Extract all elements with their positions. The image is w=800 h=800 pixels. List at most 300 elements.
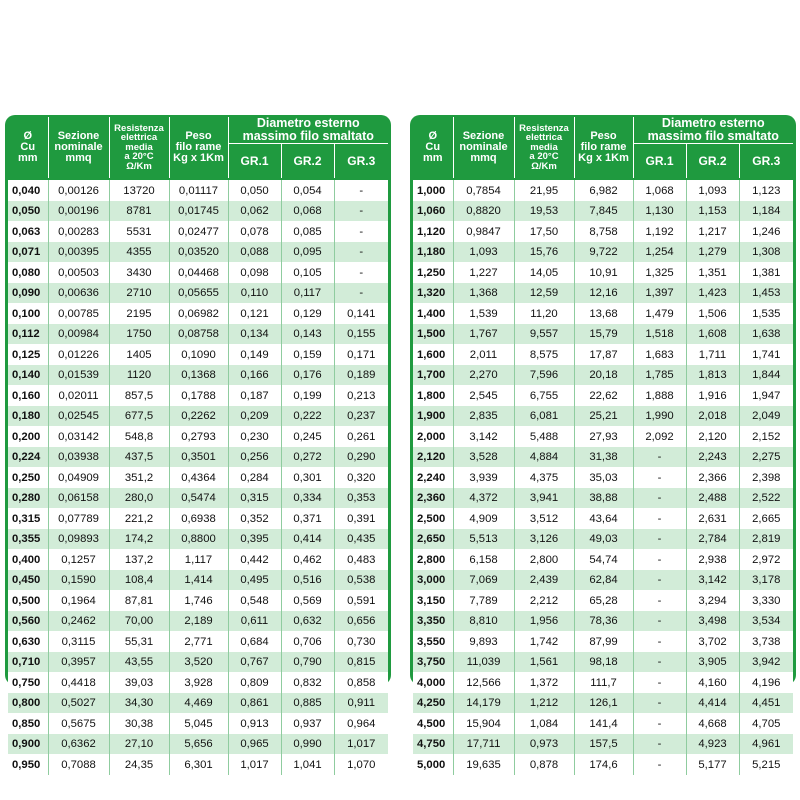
table-cell: 3,550 (413, 631, 453, 652)
table-cell: 1,250 (413, 262, 453, 283)
table-cell: - (633, 549, 686, 570)
table-cell: 8,758 (574, 221, 633, 242)
table-body (413, 179, 793, 775)
table-cell: 0,5675 (48, 713, 109, 734)
table-cell: 1,217 (686, 221, 739, 242)
table-cell: 2,189 (169, 611, 228, 632)
table-cell: 0,222 (281, 406, 334, 427)
table-cell: 1,192 (633, 221, 686, 242)
table-cell: 0,8800 (169, 529, 228, 550)
table-cell: 0,395 (228, 529, 281, 550)
table-cell: 8,575 (514, 344, 574, 365)
table-cell: 0,098 (228, 262, 281, 283)
table-cell: 0,632 (281, 611, 334, 632)
table-cell: 0,5474 (169, 488, 228, 509)
table-cell: 3,350 (413, 611, 453, 632)
table-cell: 19,53 (514, 201, 574, 222)
table-cell: 1750 (109, 324, 169, 345)
table-cell: 4355 (109, 242, 169, 263)
table-cell: 0,03520 (169, 242, 228, 263)
table-cell: 0,3957 (48, 652, 109, 673)
table-cell: 0,256 (228, 447, 281, 468)
table-cell: 1,060 (413, 201, 453, 222)
table-cell: 1,372 (514, 672, 574, 693)
table-cell: - (633, 631, 686, 652)
table-cell: 0,352 (228, 508, 281, 529)
table-cell: 1,320 (413, 283, 453, 304)
header-gr3: GR.3 (347, 154, 376, 169)
table-cell: 1,900 (413, 406, 453, 427)
table-cell: 1,535 (739, 303, 793, 324)
table-cell: - (633, 488, 686, 509)
table-cell: 24,35 (109, 754, 169, 775)
table-cell: 1,153 (686, 201, 739, 222)
table-cell: 3,512 (514, 508, 574, 529)
table-cell: 3,942 (739, 652, 793, 673)
table-cell: 4,884 (514, 447, 574, 468)
table-cell: 1,397 (633, 283, 686, 304)
table-row (8, 529, 388, 550)
table-cell: 78,36 (574, 611, 633, 632)
table-cell: 0,809 (228, 672, 281, 693)
header-gr2: GR.2 (686, 144, 739, 180)
table-cell: 0,245 (281, 426, 334, 447)
table-cell: 2,819 (739, 529, 793, 550)
table-cell: 0,656 (334, 611, 388, 632)
table-cell: 1,123 (739, 179, 793, 201)
table-cell: 0,02011 (48, 385, 109, 406)
table-cell: 0,105 (281, 262, 334, 283)
table-cell: 141,4 (574, 713, 633, 734)
table-cell: 137,2 (109, 549, 169, 570)
table-cell: 0,166 (228, 365, 281, 386)
table-cell: 2,800 (514, 549, 574, 570)
table-cell: 0,767 (228, 652, 281, 673)
table-cell: 0,00636 (48, 283, 109, 304)
table-cell: 174,2 (109, 529, 169, 550)
table-cell: 0,199 (281, 385, 334, 406)
table-cell: 13720 (109, 179, 169, 201)
header-diameter: Ø Cu mm (413, 117, 453, 179)
table-cell: 0,400 (8, 549, 48, 570)
table-cell: 0,125 (8, 344, 48, 365)
table-cell: 0,560 (8, 611, 48, 632)
table-row (8, 611, 388, 632)
table-cell: 1,017 (228, 754, 281, 775)
table-cell: 3,702 (686, 631, 739, 652)
table-row (8, 713, 388, 734)
table-cell: 0,04468 (169, 262, 228, 283)
table-cell: 3,150 (413, 590, 453, 611)
table-cell: 27,93 (574, 426, 633, 447)
table-cell: 0,832 (281, 672, 334, 693)
table-cell: 0,885 (281, 693, 334, 714)
table-cell: 3,178 (739, 570, 793, 591)
table-cell: 0,353 (334, 488, 388, 509)
table-row (413, 179, 793, 201)
table-row (8, 385, 388, 406)
table-cell: 0,3501 (169, 447, 228, 468)
table-cell: 4,372 (453, 488, 514, 509)
table-cell: 10,91 (574, 262, 633, 283)
table-cell: 0,00503 (48, 262, 109, 283)
table-cell: 2,275 (739, 447, 793, 468)
header-gr1: GR.1 (228, 144, 281, 180)
table-cell: 1,227 (453, 262, 514, 283)
table-cell: 54,74 (574, 549, 633, 570)
header-resistenza: Resistenza elettrica media a 20°C Ω/Km (109, 117, 169, 179)
table-cell: 70,00 (109, 611, 169, 632)
table-row (8, 590, 388, 611)
header-gr3: GR.3 (752, 154, 781, 169)
table-cell: 1,017 (334, 734, 388, 755)
table-cell: 4,909 (453, 508, 514, 529)
table-cell: 0,861 (228, 693, 281, 714)
table-cell: 14,05 (514, 262, 574, 283)
table-cell: - (334, 262, 388, 283)
table-row (8, 467, 388, 488)
table-cell: 5,045 (169, 713, 228, 734)
table-cell: 0,706 (281, 631, 334, 652)
table-cell: 0,189 (334, 365, 388, 386)
table-cell: 0,2262 (169, 406, 228, 427)
table-cell: 0,6362 (48, 734, 109, 755)
table-cell: 2,784 (686, 529, 739, 550)
table-cell: 4,668 (686, 713, 739, 734)
table-cell: 1,608 (686, 324, 739, 345)
table-cell: 0,272 (281, 447, 334, 468)
table-cell: - (633, 652, 686, 673)
table-cell: 2,771 (169, 631, 228, 652)
table-cell: 0,09893 (48, 529, 109, 550)
table-cell: 0,213 (334, 385, 388, 406)
table-cell: 15,79 (574, 324, 633, 345)
table-cell: 0,062 (228, 201, 281, 222)
table-cell: 0,301 (281, 467, 334, 488)
table-cell: 2,398 (739, 467, 793, 488)
table-cell: 5,215 (739, 754, 793, 775)
table-cell: 0,237 (334, 406, 388, 427)
table-cell: 4,375 (514, 467, 574, 488)
table-cell: 0,1257 (48, 549, 109, 570)
table-cell: - (334, 179, 388, 201)
table-cell: 1,070 (334, 754, 388, 775)
table-cell: 0,315 (8, 508, 48, 529)
table-cell: - (633, 672, 686, 693)
table-cell: 0,01117 (169, 179, 228, 201)
table-cell: 0,090 (8, 283, 48, 304)
table-cell: 17,711 (453, 734, 514, 755)
table-row (8, 426, 388, 447)
table-row (8, 283, 388, 304)
table-cell: 0,00785 (48, 303, 109, 324)
table-cell: 1,423 (686, 283, 739, 304)
table-cell: 30,38 (109, 713, 169, 734)
table-cell: 4,250 (413, 693, 453, 714)
table-cell: 0,230 (228, 426, 281, 447)
table-cell: 7,069 (453, 570, 514, 591)
table-row (413, 672, 793, 693)
table-cell: 49,03 (574, 529, 633, 550)
table-cell: 4,705 (739, 713, 793, 734)
table-cell: 2,018 (686, 406, 739, 427)
table-row (413, 426, 793, 447)
table-cell: 0,224 (8, 447, 48, 468)
table-cell: 0,1368 (169, 365, 228, 386)
table-cell: 5,177 (686, 754, 739, 775)
table-cell: 1,400 (413, 303, 453, 324)
table-cell: 111,7 (574, 672, 633, 693)
table-cell: 2,120 (413, 447, 453, 468)
table-cell: 0,1090 (169, 344, 228, 365)
table-cell: 1,084 (514, 713, 574, 734)
table-cell: 2,049 (739, 406, 793, 427)
table-cell: 8781 (109, 201, 169, 222)
table-cell: 9,722 (574, 242, 633, 263)
table-row (413, 467, 793, 488)
table-cell: 0,538 (334, 570, 388, 591)
table-cell: 0,07789 (48, 508, 109, 529)
table-cell: 0,858 (334, 672, 388, 693)
table-cell: 1,117 (169, 549, 228, 570)
table-cell: 1,956 (514, 611, 574, 632)
table-cell: 0,095 (281, 242, 334, 263)
table-cell: 1,041 (281, 754, 334, 775)
table-cell: 1,600 (413, 344, 453, 365)
table-cell: 0,040 (8, 179, 48, 201)
table-cell: 0,630 (8, 631, 48, 652)
table-row (413, 508, 793, 529)
data-table (8, 117, 388, 775)
table-cell: 3,126 (514, 529, 574, 550)
wire-table-left (5, 115, 391, 771)
table-cell: 677,5 (109, 406, 169, 427)
table-cell: 27,10 (109, 734, 169, 755)
table-cell: - (633, 754, 686, 775)
table-row (413, 303, 793, 324)
table-cell: 0,00196 (48, 201, 109, 222)
table-row (8, 488, 388, 509)
table-cell: - (633, 570, 686, 591)
table-row (8, 303, 388, 324)
table-row (8, 406, 388, 427)
table-cell: 1,254 (633, 242, 686, 263)
table-cell: - (633, 508, 686, 529)
table-cell: 1,180 (413, 242, 453, 263)
table-cell: 12,59 (514, 283, 574, 304)
table-cell: 1,746 (169, 590, 228, 611)
table-row (8, 221, 388, 242)
table-cell: 221,2 (109, 508, 169, 529)
table-row (413, 221, 793, 242)
table-row (413, 365, 793, 386)
table-row (8, 262, 388, 283)
table-cell: 4,414 (686, 693, 739, 714)
table-cell: 3,520 (169, 652, 228, 673)
table-cell: 3,294 (686, 590, 739, 611)
table-cell: 351,2 (109, 467, 169, 488)
table-cell: 0,03938 (48, 447, 109, 468)
header-peso: Peso filo rame Kg x 1Km (574, 117, 633, 179)
table-cell: 38,88 (574, 488, 633, 509)
table-cell: 98,18 (574, 652, 633, 673)
table-cell: 0,591 (334, 590, 388, 611)
table-row (8, 734, 388, 755)
table-cell: 1,561 (514, 652, 574, 673)
table-cell: 7,596 (514, 365, 574, 386)
table-cell: 0,611 (228, 611, 281, 632)
table-row (413, 549, 793, 570)
table-cell: 280,0 (109, 488, 169, 509)
table-row (8, 324, 388, 345)
table-cell: 1,700 (413, 365, 453, 386)
table-cell: 0,1788 (169, 385, 228, 406)
table-cell: - (633, 713, 686, 734)
table-cell: 55,31 (109, 631, 169, 652)
table-row (8, 631, 388, 652)
table-cell: 0,08758 (169, 324, 228, 345)
table-row (8, 179, 388, 201)
table-cell: 5531 (109, 221, 169, 242)
table-cell: 0,7088 (48, 754, 109, 775)
table-cell: 20,18 (574, 365, 633, 386)
table-cell: 0,05655 (169, 283, 228, 304)
table-cell: 0,2462 (48, 611, 109, 632)
table-row (8, 754, 388, 775)
table-cell: 0,684 (228, 631, 281, 652)
table-cell: 2,000 (413, 426, 453, 447)
table-cell: 2,152 (739, 426, 793, 447)
table-row (8, 242, 388, 263)
table-cell: 0,02545 (48, 406, 109, 427)
table-cell: 13,68 (574, 303, 633, 324)
table-cell: 1,308 (739, 242, 793, 263)
table-cell: 0,00984 (48, 324, 109, 345)
table-row (8, 365, 388, 386)
table-cell: - (633, 467, 686, 488)
header-diametro-esterno: Diametro esterno massimo filo smaltato (228, 117, 388, 144)
table-cell: 0,913 (228, 713, 281, 734)
table-cell: 0,063 (8, 221, 48, 242)
table-cell: 7,789 (453, 590, 514, 611)
table-cell: 2,120 (686, 426, 739, 447)
table-cell: 4,000 (413, 672, 453, 693)
table-cell: 3,939 (453, 467, 514, 488)
table-cell: 2,650 (413, 529, 453, 550)
table-cell: 0,750 (8, 672, 48, 693)
table-cell: 3,738 (739, 631, 793, 652)
table-cell: 0,483 (334, 549, 388, 570)
table-cell: 0,290 (334, 447, 388, 468)
table-cell: 3,142 (453, 426, 514, 447)
table-cell: 1,813 (686, 365, 739, 386)
table-row (413, 570, 793, 591)
table-row (413, 201, 793, 222)
table-cell: 2,500 (413, 508, 453, 529)
table-cell: 4,923 (686, 734, 739, 755)
header-gr2: GR.2 (281, 144, 334, 180)
table-cell: 0,790 (281, 652, 334, 673)
table-cell: 0,1590 (48, 570, 109, 591)
table-cell: 0,134 (228, 324, 281, 345)
table-row (413, 283, 793, 304)
table-cell: 1,351 (686, 262, 739, 283)
table-row (8, 570, 388, 591)
table-cell: 1,742 (514, 631, 574, 652)
table-cell: 0,911 (334, 693, 388, 714)
table-cell: - (334, 201, 388, 222)
table-cell: 0,112 (8, 324, 48, 345)
table-cell: 35,03 (574, 467, 633, 488)
table-cell: 9,557 (514, 324, 574, 345)
table-cell: 0,965 (228, 734, 281, 755)
header-resistenza: Resistenza elettrica media a 20°C Ω/Km (514, 117, 574, 179)
table-cell: 0,8820 (453, 201, 514, 222)
table-cell: 0,462 (281, 549, 334, 570)
table-cell: 1,888 (633, 385, 686, 406)
table-cell: 2,835 (453, 406, 514, 427)
table-cell: 1,711 (686, 344, 739, 365)
table-row (413, 344, 793, 365)
table-cell: 1,130 (633, 201, 686, 222)
table-cell: 3,534 (739, 611, 793, 632)
table-cell: 1,990 (633, 406, 686, 427)
table-cell: 0,6938 (169, 508, 228, 529)
table-cell: 1,539 (453, 303, 514, 324)
table-cell: 0,900 (8, 734, 48, 755)
table-cell: 1,638 (739, 324, 793, 345)
table-cell: 0,964 (334, 713, 388, 734)
table-row (8, 549, 388, 570)
table-cell: 0,176 (281, 365, 334, 386)
table-cell: 2710 (109, 283, 169, 304)
table-row (413, 693, 793, 714)
table-cell: 2,092 (633, 426, 686, 447)
table-cell: 14,179 (453, 693, 514, 714)
table-cell: 2,972 (739, 549, 793, 570)
table-cell: 0,284 (228, 467, 281, 488)
table-cell: 0,054 (281, 179, 334, 201)
table-cell: 1,325 (633, 262, 686, 283)
table-row (413, 447, 793, 468)
table-cell: 5,488 (514, 426, 574, 447)
table-cell: 0,4418 (48, 672, 109, 693)
table-row (413, 754, 793, 775)
table-cell: 0,435 (334, 529, 388, 550)
table-cell: 1,844 (739, 365, 793, 386)
table-cell: 0,06982 (169, 303, 228, 324)
table-cell: 0,495 (228, 570, 281, 591)
table-cell: 0,414 (281, 529, 334, 550)
table-cell: 1,414 (169, 570, 228, 591)
table-cell: 108,4 (109, 570, 169, 591)
table-cell: 5,000 (413, 754, 453, 775)
table-cell: 7,845 (574, 201, 633, 222)
table-cell: 22,62 (574, 385, 633, 406)
table-cell: 43,64 (574, 508, 633, 529)
table-cell: - (334, 221, 388, 242)
table-row (8, 508, 388, 529)
table-row (8, 344, 388, 365)
table-cell: 548,8 (109, 426, 169, 447)
table-row (8, 201, 388, 222)
table-cell: 2,665 (739, 508, 793, 529)
table-cell: 0,01226 (48, 344, 109, 365)
table-cell: 0,160 (8, 385, 48, 406)
table-cell: 0,990 (281, 734, 334, 755)
table-cell: 1,093 (453, 242, 514, 263)
table-cell: 2,800 (413, 549, 453, 570)
